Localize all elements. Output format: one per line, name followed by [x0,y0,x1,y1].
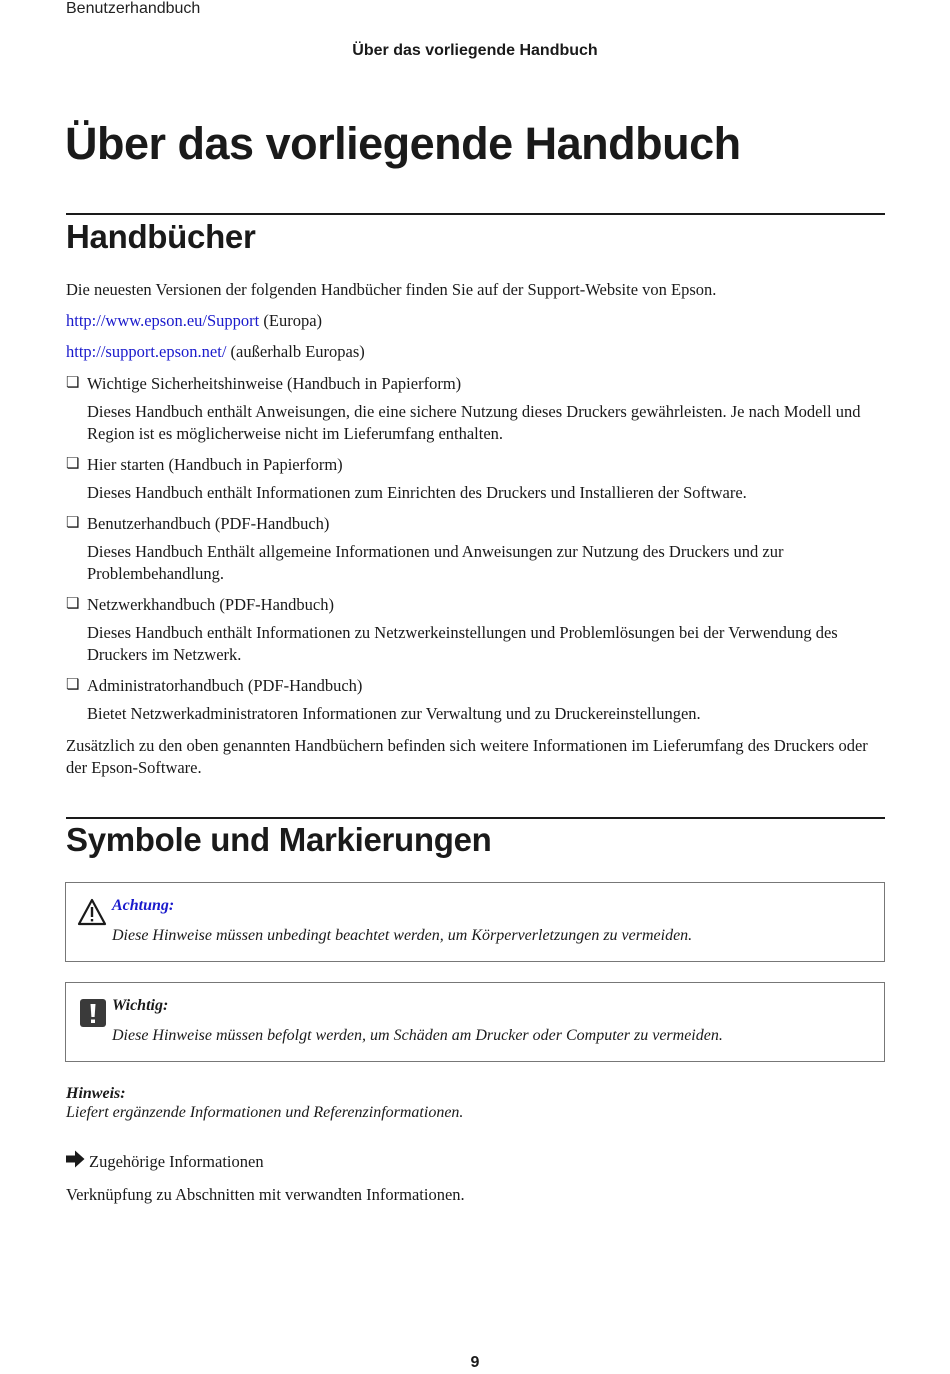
support-link-line [66,341,886,363]
document-name: Benutzerhandbuch [66,0,201,17]
related-info-text: Verknüpfung zu Abschnitten mit verwandten Informationen. [66,1185,465,1204]
note-text: Liefert ergänzende Informationen und Referenzinformationen. [66,1104,464,1121]
link-suffix: (Europa) [259,311,323,330]
section-divider [66,817,885,819]
caution-text: Diese Hinweise müssen unbedingt beachtet werden, um Körperverletzungen zu vermeiden. [112,927,693,944]
section-heading-handbuecher: Handbücher [66,218,256,255]
caution-box [65,882,885,962]
checkbox-bullet-icon: ❏ [66,596,80,612]
checkbox-bullet-icon: ❏ [66,456,80,472]
support-link-line [66,310,886,332]
manuals-intro: Die neuesten Versionen der folgenden Handbücher finden Sie auf der Support-Website von Epson. [66,280,717,299]
manual-item-title: Netzwerkhandbuch (PDF-Handbuch) [87,595,334,614]
support-link-worldwide[interactable]: http://support.epson.net/ [66,342,227,361]
manual-item-description: Bietet Netzwerkadministratoren Informationen zur Verwaltung und zu Druckereinstellungen. [87,704,701,723]
manual-item-title: Wichtige Sicherheitshinweise (Handbuch in Papierform) [87,374,462,393]
section-heading-symbole: Symbole und Markierungen [66,821,492,858]
related-info-label: Zugehörige Informationen [89,1152,264,1171]
important-box [65,982,885,1062]
manual-item-description: Dieses Handbuch enthält Informationen zu Netzwerkeinstellungen und Problemlösungen bei der Verwendung des Druckers im Netzwerk. [87,623,838,664]
checkbox-bullet-icon: ❏ [66,515,80,531]
manual-item-description: Dieses Handbuch Enthält allgemeine Informationen und Anweisungen zur Nutzung des Druckers und zur Problembehandlung. [87,542,784,583]
section-divider [66,213,885,215]
manual-item-title: Administratorhandbuch (PDF-Handbuch) [87,676,363,695]
note-label: Hinweis: [66,1085,126,1102]
warning-triangle-icon [77,898,107,926]
page-number: 9 [470,1354,480,1371]
running-title: Über das vorliegende Handbuch [352,42,598,59]
caution-label: Achtung: [112,897,175,914]
important-label: Wichtig: [112,997,169,1014]
important-text: Diese Hinweise müssen befolgt werden, um Schäden am Drucker oder Computer zu vermeiden. [112,1027,723,1044]
manual-item-title: Hier starten (Handbuch in Papierform) [87,455,343,474]
manual-item-description: Dieses Handbuch enthält Informationen zum Einrichten des Druckers und Installieren der Software. [87,483,747,502]
manual-item-description: Dieses Handbuch enthält Anweisungen, die eine sichere Nutzung dieses Druckers gewährleisten. Je nach Modell und Region ist es möglicherweise nicht im Lieferumfang enthalten. [87,402,861,443]
support-link-europe[interactable]: http://www.epson.eu/Support [66,311,260,330]
exclamation-icon [80,999,106,1027]
checkbox-bullet-icon: ❏ [66,375,80,391]
link-suffix: (außerhalb Europas) [226,342,365,361]
chapter-title: Über das vorliegende Handbuch [65,118,741,169]
checkbox-bullet-icon: ❏ [66,677,80,693]
manual-item-title: Benutzerhandbuch (PDF-Handbuch) [87,514,330,533]
arrow-right-icon [66,1150,85,1168]
manuals-outro: Zusätzlich zu den oben genannten Handbüchern befinden sich weitere Informationen im Lieferumfang des Druckers oder der Epson-Software. [66,736,868,777]
